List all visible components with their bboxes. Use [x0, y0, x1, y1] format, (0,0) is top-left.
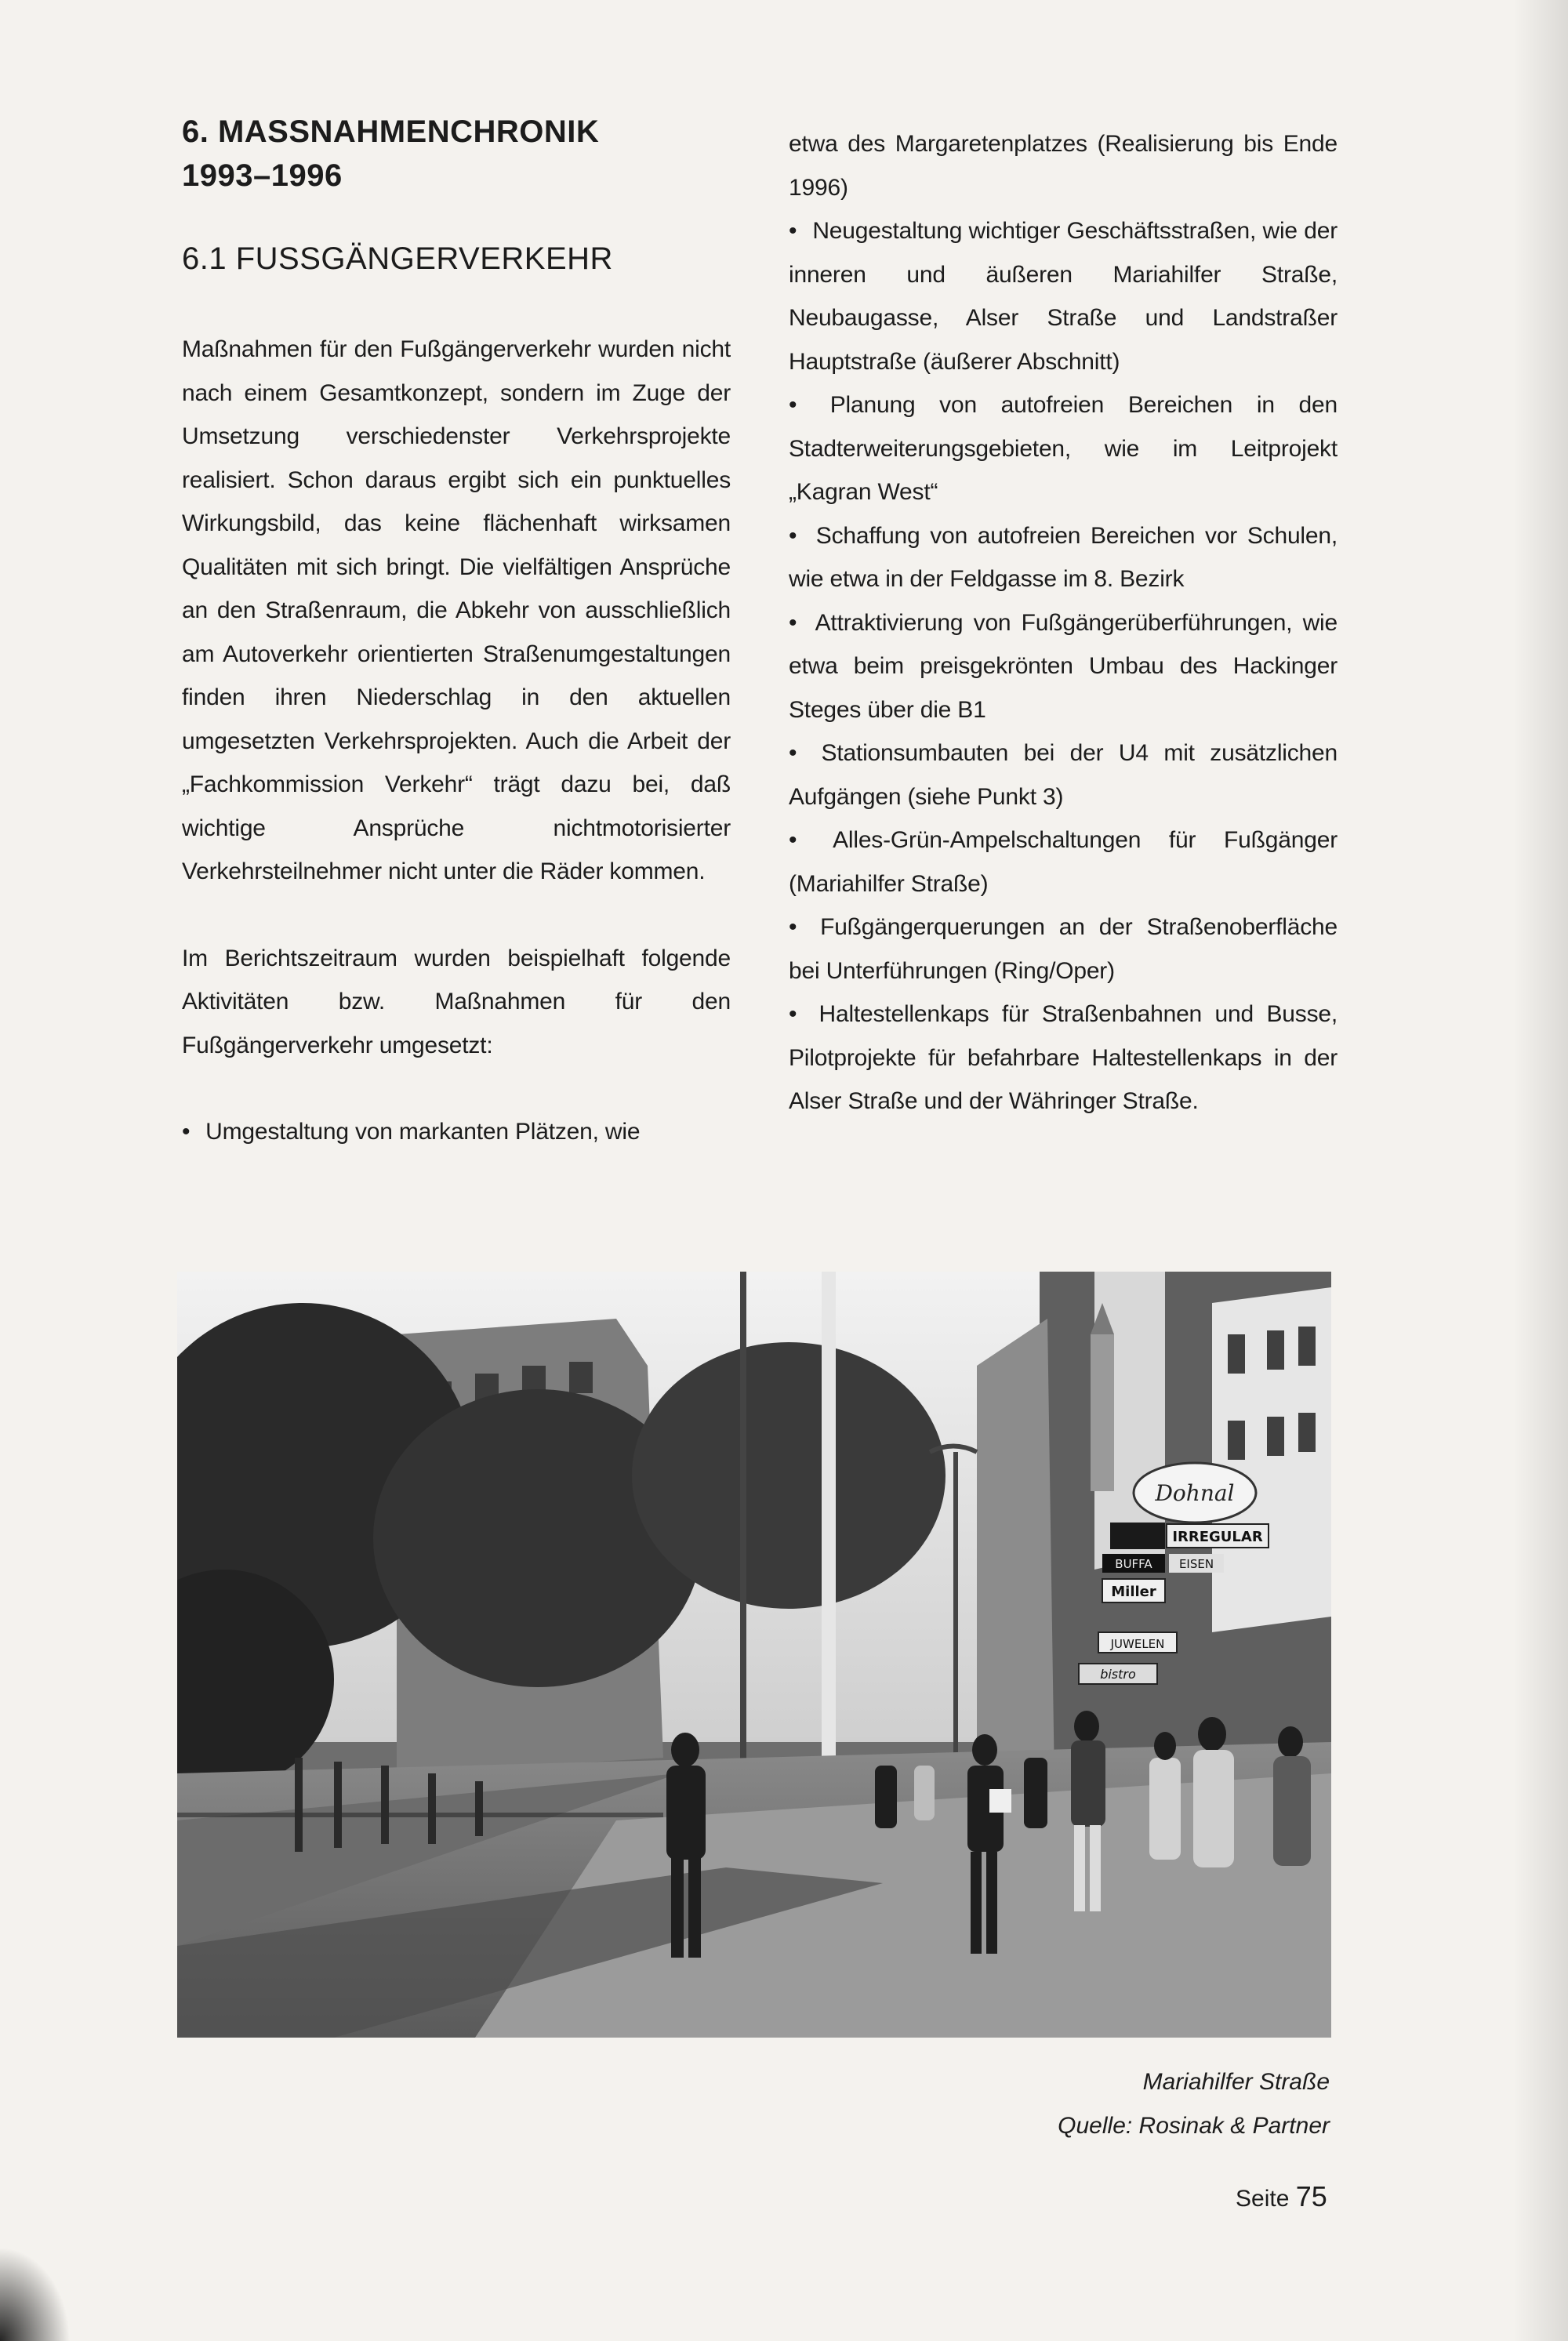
street-photo — [177, 1272, 1331, 2038]
bullet-icon: • — [789, 522, 797, 549]
photo-caption-title: Mariahilfer Straße — [1142, 2069, 1330, 2095]
chapter-heading-line1: 6. MASSNAHMENCHRONIK — [182, 114, 600, 149]
photo-caption-source: Quelle: Rosinak & Partner — [1058, 2113, 1330, 2139]
list-item: • Alles-Grün-Ampelschaltungen für Fußgänger (Mariahilfer Straße) — [789, 818, 1338, 906]
page-number-value: 75 — [1295, 2180, 1327, 2212]
bullet-icon: • — [789, 609, 797, 636]
sign-miller: Miller — [1111, 1584, 1156, 1600]
left-column — [182, 328, 731, 1154]
list-item: • Umgestaltung von markanten Plätzen, wie — [182, 1110, 731, 1154]
list-item: • Stationsumbauten bei der U4 mit zusätzlichen Aufgängen (siehe Punkt 3) — [789, 731, 1338, 818]
sign-dohnal: Dohnal — [1155, 1480, 1235, 1506]
sign-irregular: IRREGULAR — [1172, 1529, 1263, 1545]
sign-juwelen: JUWELEN — [1110, 1637, 1165, 1651]
sign-buffa: BUFFA — [1115, 1557, 1152, 1571]
page-number — [1236, 2178, 1327, 2218]
sign-bistro: bistro — [1100, 1667, 1136, 1682]
bullet-icon: • — [789, 827, 797, 853]
paragraph-intro: Maßnahmen für den Fußgängerverkehr wurden nicht nach einem Gesamtkonzept, sondern im Zuge der Umsetzung verschiedenster Verkehrsprojekte realisiert. Schon daraus ergibt sich ein punktuelles Wirkungsbild, das keine flächenhaft wirksamen Qualitäten mit sich bringt. Die vielfältigen Ansprüche an den Straßenraum, die Abkehr von ausschließlich am Autoverkehr orientierten Straßenumgestaltungen finden ihren Niederschlag in den aktuellen umgesetzten Verkehrsprojekten. Auch die Arbeit der „Fachkommission Verkehr“ trägt dazu bei, daß wichtige Ansprüche nichtmotorisierter Verkehrsteilnehmer nicht unter die Räder kommen. — [182, 336, 731, 884]
list-item: • Neugestaltung wichtiger Geschäftsstraßen, wie der inneren und äußeren Mariahilfer Straße, Neubaugasse, Alser Straße und Landstraßer Hauptstraße (äußerer Abschnitt) — [789, 209, 1338, 383]
list-item: • Haltestellenkaps für Straßenbahnen und Busse, Pilotprojekte für befahrbare Haltestellenkaps in der Alser Straße und der Währinger Straße. — [789, 993, 1338, 1123]
bullet-icon: • — [789, 740, 797, 766]
list-item: • Planung von autofreien Bereichen in den Stadterweiterungsgebieten, wie im Leitprojekt „Kagran West“ — [789, 383, 1338, 514]
right-column — [789, 122, 1338, 1123]
sign-eisen: EISEN — [1178, 1557, 1214, 1571]
bullet-icon: • — [789, 914, 797, 940]
section-heading: 6.1 FUSSGÄNGERVERKEHR — [182, 241, 613, 276]
chapter-heading-line2: 1993–1996 — [182, 158, 343, 193]
chapter-heading — [182, 110, 793, 198]
paragraph-list-intro: Im Berichtszeitraum wurden beispielhaft folgende Aktivitäten bzw. Maßnahmen für den Fußgängerverkehr umgesetzt: — [182, 945, 731, 1058]
list-item: • Schaffung von autofreien Bereichen vor Schulen, wie etwa in der Feldgasse im 8. Bezirk — [789, 514, 1338, 601]
bullet-icon: • — [182, 1119, 191, 1145]
bullet-icon: • — [789, 218, 797, 244]
page-label: Seite — [1236, 2186, 1290, 2212]
bullet-icon: • — [789, 392, 797, 418]
list-item: • Fußgängerquerungen an der Straßenoberfläche bei Unterführungen (Ring/Oper) — [789, 906, 1338, 993]
list-item-continuation: etwa des Margaretenplatzes (Realisierung bis Ende 1996) — [789, 131, 1338, 201]
list-item: • Attraktivierung von Fußgängerüberführungen, wie etwa beim preisgekrönten Umbau des Hackinger Steges über die B1 — [789, 601, 1338, 732]
bullet-icon: • — [789, 1001, 797, 1027]
